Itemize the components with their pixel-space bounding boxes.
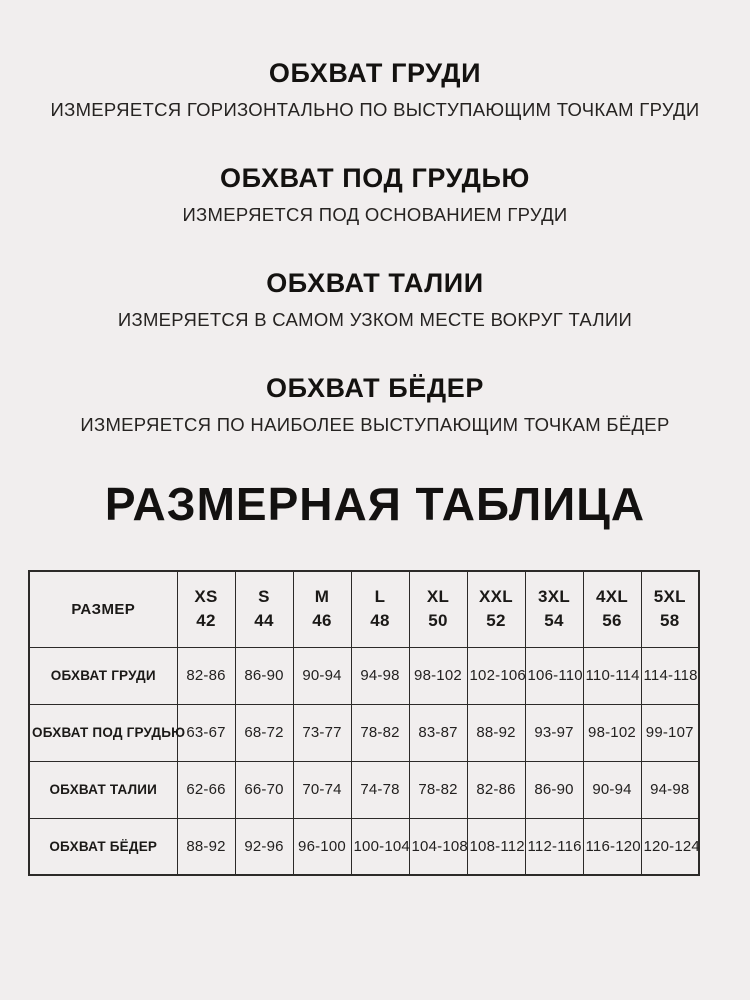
value-cell: 98-102	[409, 647, 467, 704]
value-cell: 86-90	[525, 761, 583, 818]
measurement-description-underbust: ИЗМЕРЯЕТСЯ ПОД ОСНОВАНИЕМ ГРУДИ	[182, 204, 568, 225]
value-cell: 86-90	[235, 647, 293, 704]
value-cell: 73-77	[293, 704, 351, 761]
value-cell: 88-92	[467, 704, 525, 761]
value-cell: 68-72	[235, 704, 293, 761]
size-col-name: XXL	[479, 587, 513, 607]
size-col-name: 3XL	[537, 587, 571, 607]
size-col-name: S	[258, 587, 270, 607]
value-cell: 83-87	[409, 704, 467, 761]
measurement-description-hips: ИЗМЕРЯЕТСЯ ПО НАИБОЛЕЕ ВЫСТУПАЮЩИМ ТОЧКАМ БЁДЕР	[80, 414, 670, 435]
value-cell: 120-124	[641, 818, 699, 875]
value-cell: 106-110	[525, 647, 583, 704]
size-col-header-xxl	[467, 571, 525, 647]
size-col-name: M	[314, 587, 330, 607]
value-cell: 90-94	[293, 647, 351, 704]
measurement-description-chest: ИЗМЕРЯЕТСЯ ГОРИЗОНТАЛЬНО ПО ВЫСТУПАЮЩИМ ТОЧКАМ ГРУДИ	[50, 99, 700, 120]
value-cell: 108-112	[467, 818, 525, 875]
size-col-name: XL	[426, 587, 450, 607]
size-col-number: 46	[312, 611, 332, 631]
value-cell: 110-114	[583, 647, 641, 704]
value-cell: 66-70	[235, 761, 293, 818]
value-cell: 94-98	[351, 647, 409, 704]
size-col-number: 54	[544, 611, 564, 631]
size-col-header-3xl	[525, 571, 583, 647]
value-cell: 112-116	[525, 818, 583, 875]
value-cell: 94-98	[641, 761, 699, 818]
measurement-title-chest: ОБХВАТ ГРУДИ	[268, 58, 482, 88]
value-cell: 104-108	[409, 818, 467, 875]
value-cell: 82-86	[177, 647, 235, 704]
size-col-header-s	[235, 571, 293, 647]
value-cell: 98-102	[583, 704, 641, 761]
size-col-header-l	[351, 571, 409, 647]
size-table-corner-cell: РАЗМЕР	[29, 571, 177, 647]
value-cell: 78-82	[409, 761, 467, 818]
value-cell: 92-96	[235, 818, 293, 875]
measurement-title-underbust: ОБХВАТ ПОД ГРУДЬЮ	[220, 163, 530, 193]
value-cell: 116-120	[583, 818, 641, 875]
size-col-number: 42	[196, 611, 216, 631]
size-col-number: 50	[428, 611, 448, 631]
row-label-waist: ОБХВАТ ТАЛИИ	[29, 761, 177, 818]
table-row-waist	[29, 761, 699, 818]
table-row-chest	[29, 647, 699, 704]
value-cell: 62-66	[177, 761, 235, 818]
size-col-number: 58	[659, 611, 680, 631]
value-cell: 96-100	[293, 818, 351, 875]
value-cell: 100-104	[351, 818, 409, 875]
size-col-number: 48	[370, 611, 390, 631]
size-col-number: 44	[254, 611, 274, 631]
row-label-chest: ОБХВАТ ГРУДИ	[29, 647, 177, 704]
measurement-section-waist	[0, 266, 750, 331]
measurement-description-waist: ИЗМЕРЯЕТСЯ В САМОМ УЗКОМ МЕСТЕ ВОКРУГ ТАЛИИ	[117, 309, 633, 330]
size-col-name: 5XL	[653, 587, 686, 607]
size-col-header-xl	[409, 571, 467, 647]
measurement-title-waist: ОБХВАТ ТАЛИИ	[266, 268, 484, 298]
value-cell: 74-78	[351, 761, 409, 818]
size-table	[28, 570, 700, 876]
measurement-section-underbust	[0, 161, 750, 226]
size-table-header-row	[29, 571, 699, 647]
value-cell: 99-107	[641, 704, 699, 761]
size-col-name: L	[374, 587, 386, 607]
value-cell: 102-106	[467, 647, 525, 704]
size-col-header-xs	[177, 571, 235, 647]
size-col-header-5xl	[641, 571, 699, 647]
value-cell: 90-94	[583, 761, 641, 818]
value-cell: 70-74	[293, 761, 351, 818]
size-col-header-m	[293, 571, 351, 647]
measurement-section-hips	[0, 371, 750, 436]
size-col-number: 56	[602, 611, 622, 631]
value-cell: 63-67	[177, 704, 235, 761]
table-row-underbust	[29, 704, 699, 761]
size-col-number: 52	[486, 611, 506, 631]
size-col-name: 4XL	[595, 587, 629, 607]
value-cell: 88-92	[177, 818, 235, 875]
size-col-name: XS	[194, 587, 218, 607]
value-cell: 82-86	[467, 761, 525, 818]
measurement-section-chest	[0, 56, 750, 121]
value-cell: 93-97	[525, 704, 583, 761]
table-row-hips	[29, 818, 699, 875]
value-cell: 114-118	[641, 647, 699, 704]
size-col-header-4xl	[583, 571, 641, 647]
row-label-underbust: ОБХВАТ ПОД ГРУДЬЮ	[29, 704, 177, 761]
value-cell: 78-82	[351, 704, 409, 761]
row-label-hips: ОБХВАТ БЁДЕР	[29, 818, 177, 875]
size-table-title: РАЗМЕРНАЯ ТАБЛИЦА	[104, 478, 646, 530]
measurement-title-hips: ОБХВАТ БЁДЕР	[266, 373, 484, 403]
